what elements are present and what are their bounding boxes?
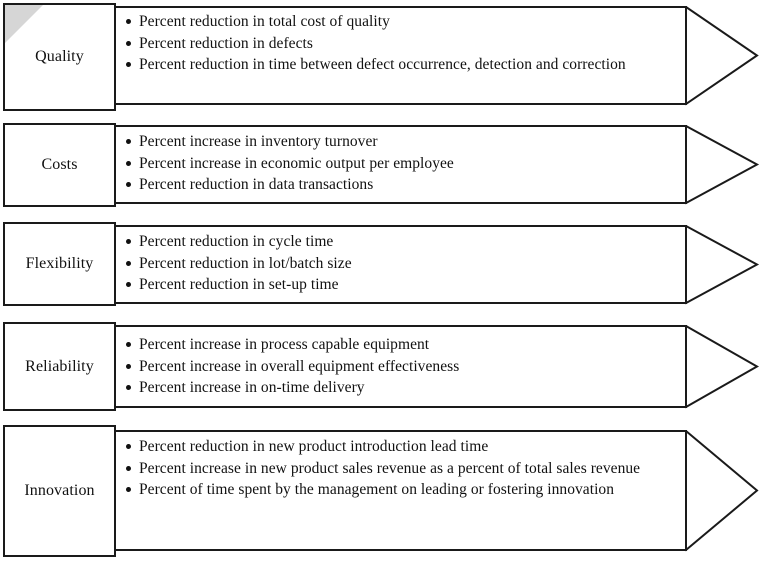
- bullet-dot-icon: [126, 261, 131, 266]
- metric-list-item: [126, 274, 676, 296]
- category-label: Costs: [41, 156, 78, 174]
- metric-list-item: [126, 153, 676, 175]
- bullet-dot-icon: [126, 487, 131, 492]
- metric-text: Percent increase in process capable equipment: [139, 336, 430, 353]
- bullet-dot-icon: [126, 342, 131, 347]
- metric-list-item: [126, 11, 676, 33]
- metric-text: Percent reduction in lot/batch size: [139, 254, 352, 272]
- category-label: Flexibility: [25, 255, 94, 273]
- metric-text: Percent reduction in defects: [139, 34, 313, 52]
- metric-list-item: [126, 54, 676, 76]
- metric-text: Percent reduction in set-up time: [139, 276, 339, 293]
- metric-text: Percent increase in new product sales revenue as a percent of total sales revenue: [139, 459, 641, 477]
- category-box-reliability[interactable]: [3, 322, 116, 411]
- corner-accent-triangle-icon: [5, 5, 43, 81]
- bullet-dot-icon: [126, 139, 131, 144]
- metric-list-costs: [126, 131, 676, 196]
- category-box-quality[interactable]: [3, 3, 116, 111]
- metric-text: Percent reduction in data transactions: [139, 176, 374, 193]
- bullet-dot-icon: [126, 444, 131, 449]
- metric-list-reliability: [126, 334, 676, 399]
- bullet-dot-icon: [126, 385, 131, 390]
- metric-text: Percent reduction in cycle time: [139, 233, 334, 250]
- metric-text: Percent increase in overall equipment effectiveness: [139, 357, 460, 375]
- metric-list-item: [126, 131, 676, 153]
- metric-list-item: [126, 174, 676, 196]
- bullet-dot-icon: [126, 19, 131, 24]
- category-label: Innovation: [24, 482, 95, 500]
- metric-list-flexibility: [126, 231, 676, 296]
- metric-list-item: [126, 479, 676, 501]
- metric-list-item: [126, 231, 676, 253]
- bullet-dot-icon: [126, 161, 131, 166]
- metric-list-item: [126, 377, 676, 399]
- metric-list-item: [126, 334, 676, 356]
- bullet-dot-icon: [126, 466, 131, 471]
- metric-list-item: [126, 458, 676, 480]
- metric-text: Percent increase in economic output per employee: [139, 154, 454, 172]
- bullet-dot-icon: [126, 282, 131, 287]
- category-box-innovation[interactable]: [3, 425, 116, 557]
- metric-text: Percent of time spent by the management on leading or fostering innovation: [139, 481, 615, 498]
- metric-text: Percent reduction in time between defect occurrence, detection and correction: [139, 56, 626, 73]
- category-label: Quality: [35, 48, 84, 66]
- bullet-dot-icon: [126, 62, 131, 67]
- metric-list-innovation: [126, 436, 676, 501]
- bullet-dot-icon: [126, 239, 131, 244]
- category-box-flexibility[interactable]: [3, 222, 116, 306]
- metric-list-item: [126, 33, 676, 55]
- category-box-costs[interactable]: [3, 123, 116, 207]
- metric-list-item: [126, 253, 676, 275]
- metric-list-item: [126, 356, 676, 378]
- metric-text: Percent reduction in new product introduction lead time: [139, 438, 489, 455]
- bullet-dot-icon: [126, 364, 131, 369]
- metric-list-item: [126, 436, 676, 458]
- metric-text: Percent reduction in total cost of quality: [139, 13, 390, 30]
- metric-list-quality: [126, 11, 676, 76]
- category-label: Reliability: [25, 357, 94, 375]
- bullet-dot-icon: [126, 41, 131, 46]
- metric-text: Percent increase in inventory turnover: [139, 133, 378, 150]
- metric-text: Percent increase in on-time delivery: [139, 379, 365, 396]
- bullet-dot-icon: [126, 182, 131, 187]
